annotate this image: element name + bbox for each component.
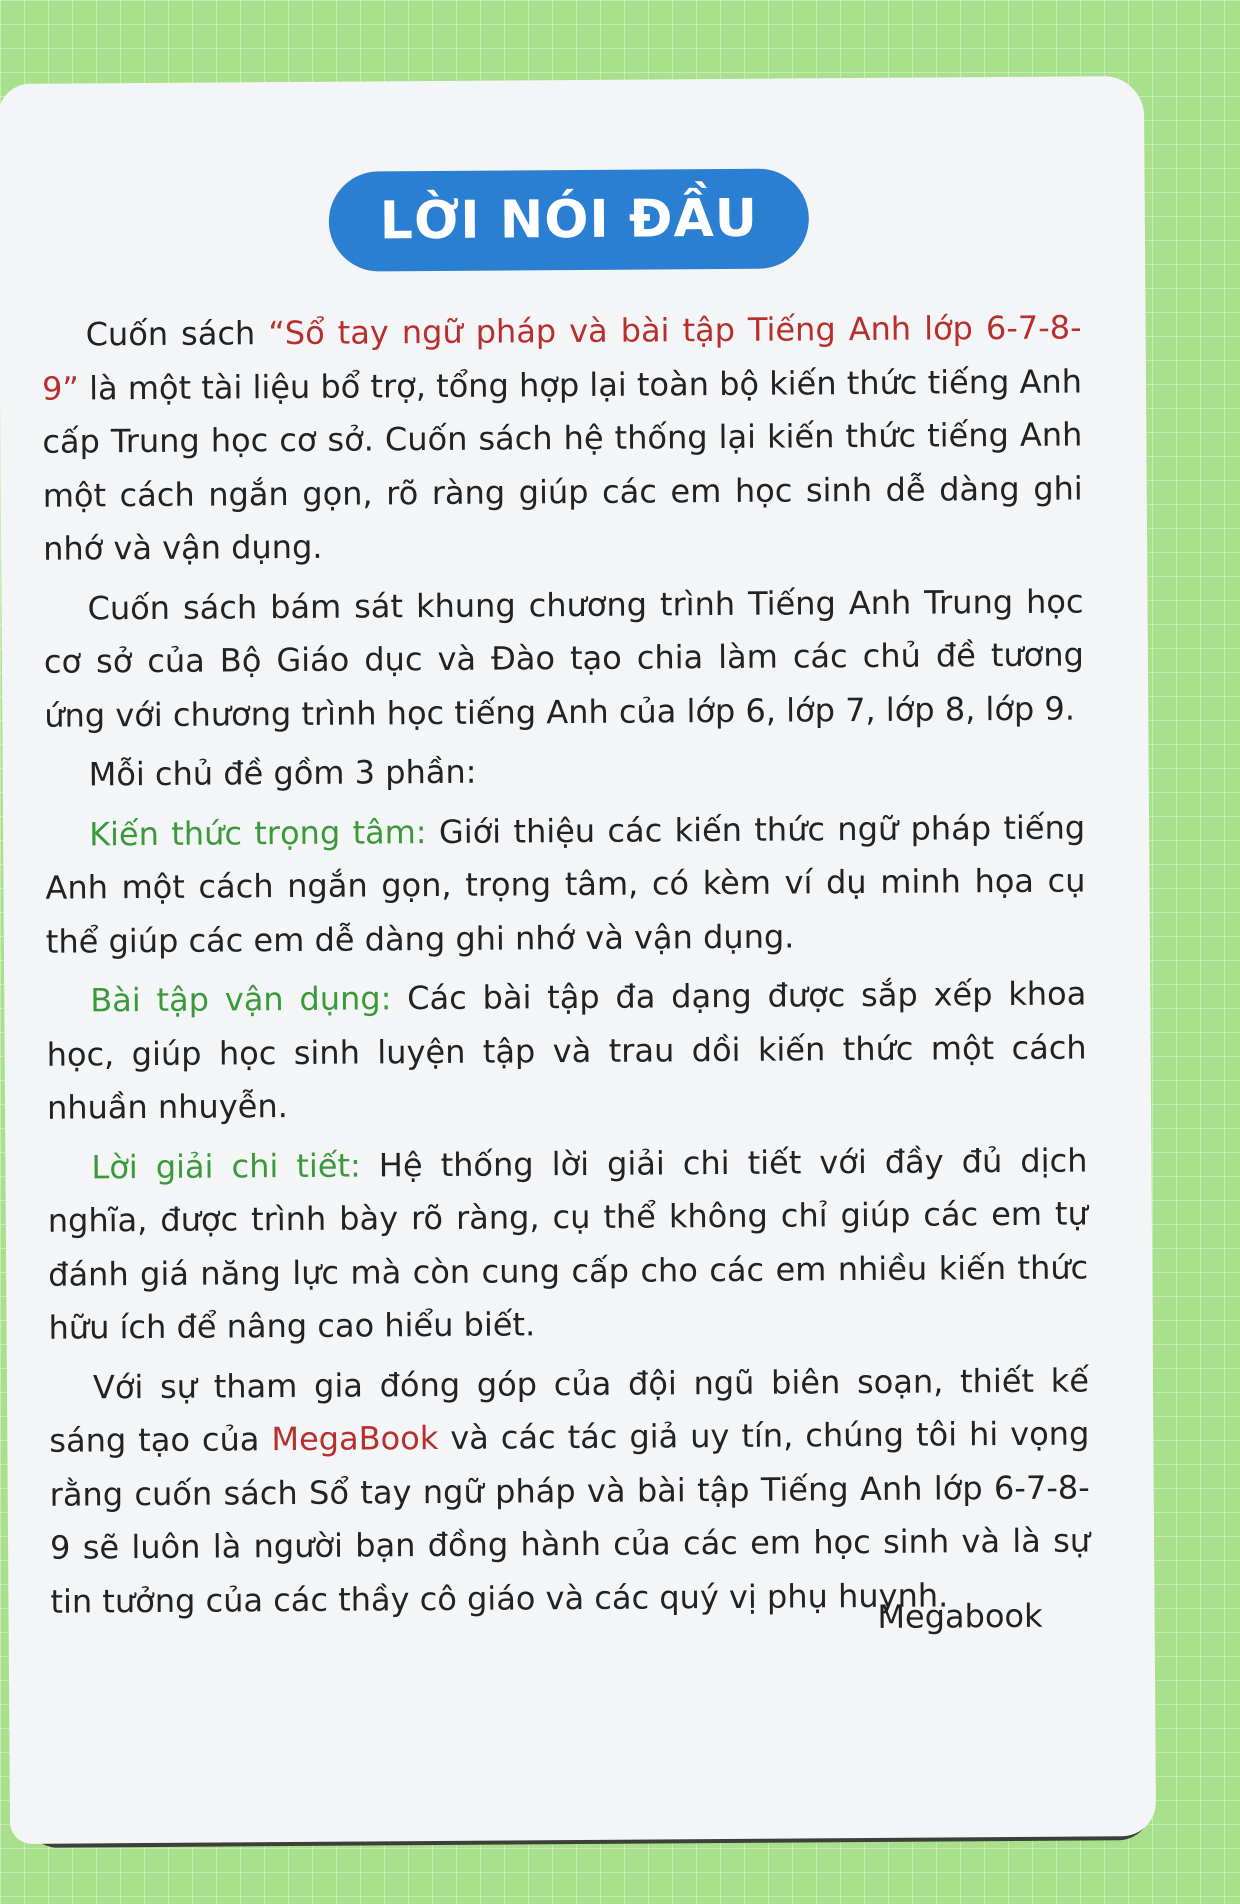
section-label-solutions: Lời giải chi tiết:: [91, 1146, 361, 1186]
page-title: LỜI NÓI ĐẦU: [328, 168, 809, 271]
paragraph-intro: Cuốn sách “Sổ tay ngữ pháp và bài tập Tiếng Anh lớp 6-7-8-9” là một tài liệu bổ trợ, tổng hợp lại toàn bộ kiến thức tiếng Anh cấp Trung học cơ sở. Cuốn sách hệ thống lại kiến thức tiếng Anh một cách ngắn gọn, rõ ràng giúp các em học sinh dễ dàng ghi nhớ và vận dụng.: [41, 308, 1083, 568]
book-page: [0, 76, 1156, 1844]
paragraph-exercises: Bài tập vận dụng: Các bài tập đa dạng được sắp xếp khoa học, giúp học sinh luyện tập và trau dồi kiến thức một cách nhuần nhuyễn.: [46, 974, 1087, 1127]
section-label-exercises: Bài tập vận dụng:: [90, 979, 392, 1020]
paragraph-closing: Với sự tham gia đóng góp của đội ngũ biên soạn, thiết kế sáng tạo của MegaBook và các tác giả uy tín, chúng tôi hi vọng rằng cuốn sách Sổ tay ngữ pháp và bài tập Tiếng Anh lớp 6-7-8-9 sẽ luôn là người bạn đồng hành của các em học sinh và là sự tin tưởng của các thầy cô giáo và các quý vị phụ huynh.: [49, 1360, 1091, 1621]
brand-name: MegaBook: [271, 1418, 439, 1459]
section-label-key-knowledge: Kiến thức trọng tâm:: [88, 812, 427, 853]
book-title-highlight: “Sổ tay ngữ pháp và bài tập Tiếng Anh lớp 6-7-8-9”: [41, 308, 1082, 408]
paragraph-key-knowledge: Kiến thức trọng tâm: Giới thiệu các kiến thức ngữ pháp tiếng Anh một cách ngắn gọn, trọng tâm, có kèm ví dụ minh họa cụ thể giúp các em dễ dàng ghi nhớ và vận dụng.: [45, 807, 1086, 961]
paragraph-solutions: Lời giải chi tiết: Hệ thống lời giải chi tiết với đầy đủ dịch nghĩa, được trình bày rõ ràng, cụ thể không chỉ giúp các em tự đánh giá năng lực mà còn cung cấp cho các em nhiều kiến thức hữu ích để nâng cao hiểu biết.: [47, 1140, 1089, 1347]
preface-body: [41, 301, 1090, 1634]
paragraph-sections-intro: Mỗi chủ đề gồm 3 phần:: [88, 752, 477, 794]
paragraph-curriculum: Cuốn sách bám sát khung chương trình Tiếng Anh Trung học cơ sở của Bộ Giáo dục và Đào tạo chia làm các chủ đề tương ứng với chương trình học tiếng Anh của lớp 6, lớp 7, lớp 8, lớp 9.: [43, 581, 1085, 735]
signature: Megabook: [877, 1596, 1043, 1636]
